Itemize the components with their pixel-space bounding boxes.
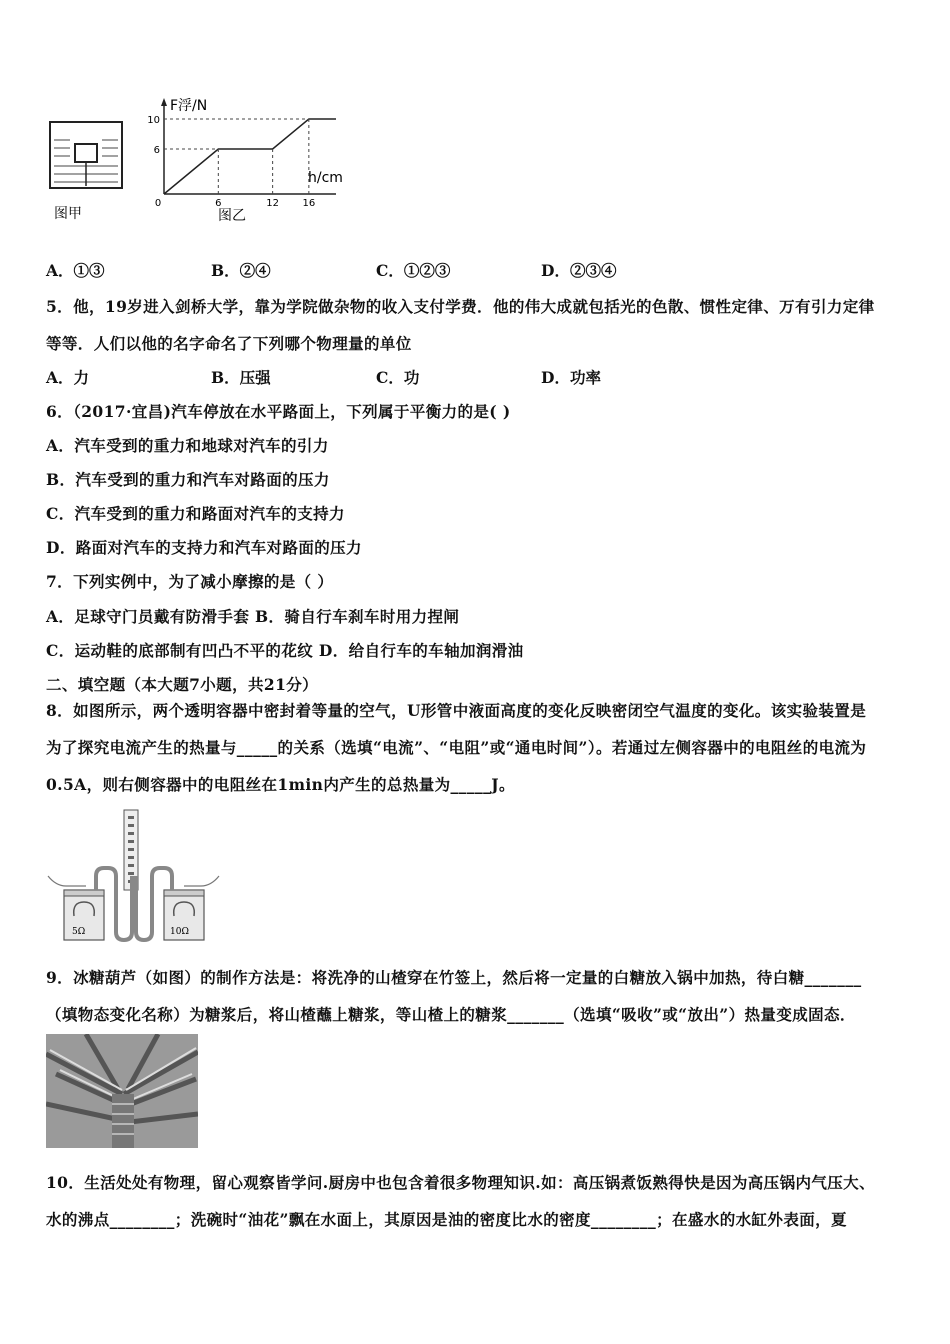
graph-x-label: h/cm [308,170,343,186]
q8-line2: 为了探究电流产生的热量与_____的关系（选填“电流”、“电阻”或“通电时间”）。若通过左侧容器中的电阻丝的电流为 [46,738,867,757]
x-tick-12: 12 [266,198,279,209]
figure-u-tube-apparatus [46,806,221,946]
q6-option-d[interactable]: D．路面对汽车的支持力和汽车对路面的压力 [46,538,362,557]
q5-option-b[interactable]: B．压强 [211,368,271,387]
q4-option-c[interactable]: C．①②③ [376,261,451,280]
q9-line2: （填物态变化名称）为糖浆后，将山楂蘸上糖浆，等山楂上的糖浆_______（选填“吸收”或“放出”）热量变成固态． [46,1005,856,1024]
figure-jia-caption: 图甲 [54,206,82,222]
q6-stem: 6．（2017·宜昌)汽车停放在水平路面上，下列属于平衡力的是( ) [46,402,511,421]
section-heading: 二、填空题（本大题7小题，共21分） [46,675,319,694]
q10-line2: 水的沸点________；洗碗时“油花”飘在水面上，其原因是油的密度比水的密度________；在盛水的水缸外表面，夏 [46,1210,847,1229]
q5-option-a[interactable]: A．力 [46,368,90,387]
x-tick-16: 16 [302,198,316,209]
figure-yi-caption: 图乙 [218,208,246,224]
q4-option-a[interactable]: A．①③ [46,261,105,280]
q8-line3: 0.5A，则右侧容器中的电阻丝在1min内产生的总热量为_____J。 [46,775,515,794]
q4-option-d[interactable]: D．②③④ [541,261,617,280]
figure-container-jia [48,120,128,225]
q7-stem: 7．下列实例中，为了减小摩擦的是（ ） [46,572,334,591]
q8-line1: 8．如图所示，两个透明容器中密封着等量的空气，U形管中液面高度的变化反映密闭空气温度的变化。该实验装置是 [46,701,867,720]
x-tick-0: 0 [154,198,162,209]
q5-line1: 5．他，19岁进入剑桥大学，靠为学院做杂物的收入支付学费．他的伟大成就包括光的色散、惯性定律、万有引力定律 [46,297,875,316]
q10-line1: 10．生活处处有物理，留心观察皆学问.厨房中也包含着很多物理知识.如：高压锅煮饭熟得快是因为高压锅内气压大、 [46,1173,875,1192]
q6-option-c[interactable]: C．汽车受到的重力和路面对汽车的支持力 [46,504,345,523]
x-tick-6: 6 [215,198,222,209]
right-resistor-label: 10Ω [170,927,189,937]
q5-line2: 等等．人们以他的名字命名了下列哪个物理量的单位 [46,334,412,353]
y-tick-10: 10 [147,115,160,126]
candied-haws-photo [46,1034,198,1148]
figure-graph-yi [140,96,345,226]
q5-option-c[interactable]: C．功 [376,368,420,387]
q7-options-row2[interactable]: C．运动鞋的底部制有凹凸不平的花纹 D．给自行车的车轴加润滑油 [46,641,524,660]
q6-option-b[interactable]: B．汽车受到的重力和汽车对路面的压力 [46,470,330,489]
y-tick-6: 6 [153,145,160,156]
q9-line1: 9．冰糖葫芦（如图）的制作方法是：将洗净的山楂穿在竹签上，然后将一定量的白糖放入锅中加热，待白糖_______ [46,968,862,987]
q4-option-b[interactable]: B．②④ [211,261,271,280]
left-resistor-label: 5Ω [72,927,86,937]
q7-options-row1[interactable]: A．足球守门员戴有防滑手套 B．骑自行车刹车时用力捏闸 [46,607,460,626]
q5-option-d[interactable]: D．功率 [541,368,601,387]
graph-y-label: F浮/N [170,98,208,114]
q6-option-a[interactable]: A．汽车受到的重力和地球对汽车的引力 [46,436,329,455]
